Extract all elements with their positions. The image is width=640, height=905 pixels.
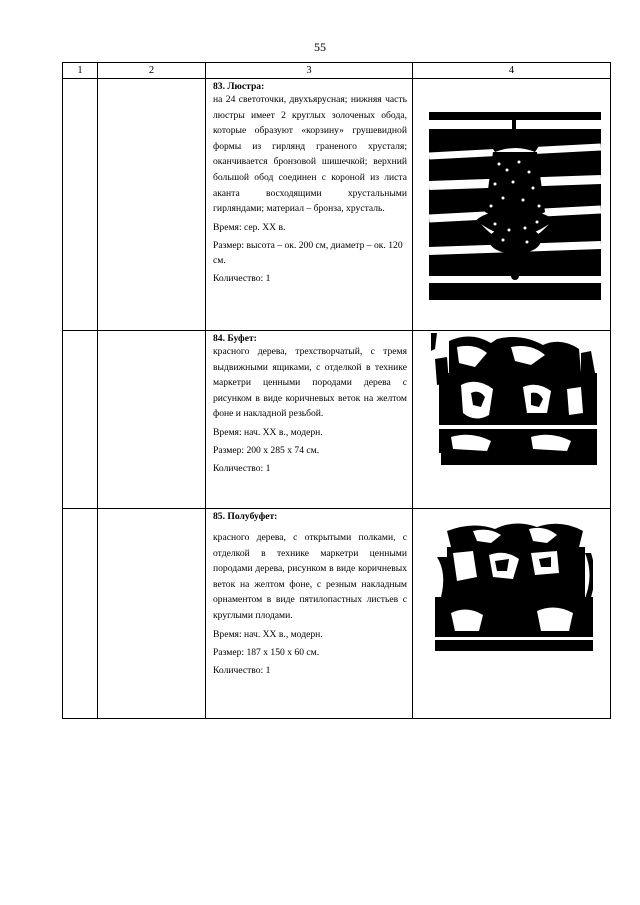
item-time: Время: сер. XX в. <box>213 221 286 233</box>
cell-photo <box>413 509 611 719</box>
catalog-table <box>62 62 611 719</box>
half-sideboard-photo <box>433 517 593 651</box>
cell-empty <box>98 509 206 719</box>
sideboard-photo <box>431 333 601 465</box>
item-quantity: Количество: 1 <box>213 664 271 676</box>
cell-description <box>206 509 413 719</box>
page-number: 55 <box>314 40 326 54</box>
cell-description <box>206 79 413 331</box>
item-time: Время: нач. XX в., модерн. <box>213 628 323 640</box>
cell-number <box>63 509 98 719</box>
item-description: красного дерева, трехстворчатый, с тремя выдвижными ящиками, с отделкой в технике маркетри ценными породами дерева с рисунком в виде коричневых веток на желтом фоне и накладной резьбой. <box>213 346 407 420</box>
column-header-1: 1 <box>63 63 98 79</box>
item-title: 83. Люстра: <box>213 81 265 92</box>
item-description: красного дерева, с открытыми полками, с отделкой в технике маркетри ценными породами дерева, рисунком в виде коричневых веток на желтом фоне, с резным накладным орнаментом в виде пятилопастных листьев с круглыми плодами. <box>213 532 407 621</box>
cell-empty <box>98 331 206 509</box>
cell-description <box>206 331 413 509</box>
column-header-4: 4 <box>413 63 611 79</box>
column-header-2: 2 <box>98 63 206 79</box>
column-header-3: 3 <box>206 63 413 79</box>
item-size: Размер: 187 х 150 х 60 см. <box>213 646 320 658</box>
item-title: 85. Полубуфет: <box>213 511 278 522</box>
cell-empty <box>98 79 206 331</box>
table-row <box>63 509 611 719</box>
item-description: на 24 светоточки, двухъярусная; нижняя часть люстры имеет 2 круглых золоченых обода, которые образуют «корзину» грушевидной формы из гирлянд граненого хрусталя; оканчивается бронзовой шишечкой; верхний большой обод соединен с короной из листа аканта восходящими хрустальными гирляндами; материал – бронза, хрусталь. <box>213 94 407 215</box>
header-row <box>63 63 611 79</box>
cell-number <box>63 79 98 331</box>
item-quantity: Количество: 1 <box>213 272 271 284</box>
cell-photo <box>413 331 611 509</box>
item-size: Размер: 200 х 285 х 74 см. <box>213 444 320 456</box>
item-title: 84. Буфет: <box>213 333 257 344</box>
chandelier-photo <box>429 112 601 300</box>
table-row <box>63 79 611 331</box>
item-quantity: Количество: 1 <box>213 462 271 474</box>
item-size: Размер: высота – ок. 200 см, диаметр – ок. 120 см. <box>213 239 403 266</box>
cell-photo <box>413 79 611 331</box>
table-row <box>63 331 611 509</box>
item-time: Время: нач. XX в., модерн. <box>213 426 323 438</box>
cell-number <box>63 331 98 509</box>
